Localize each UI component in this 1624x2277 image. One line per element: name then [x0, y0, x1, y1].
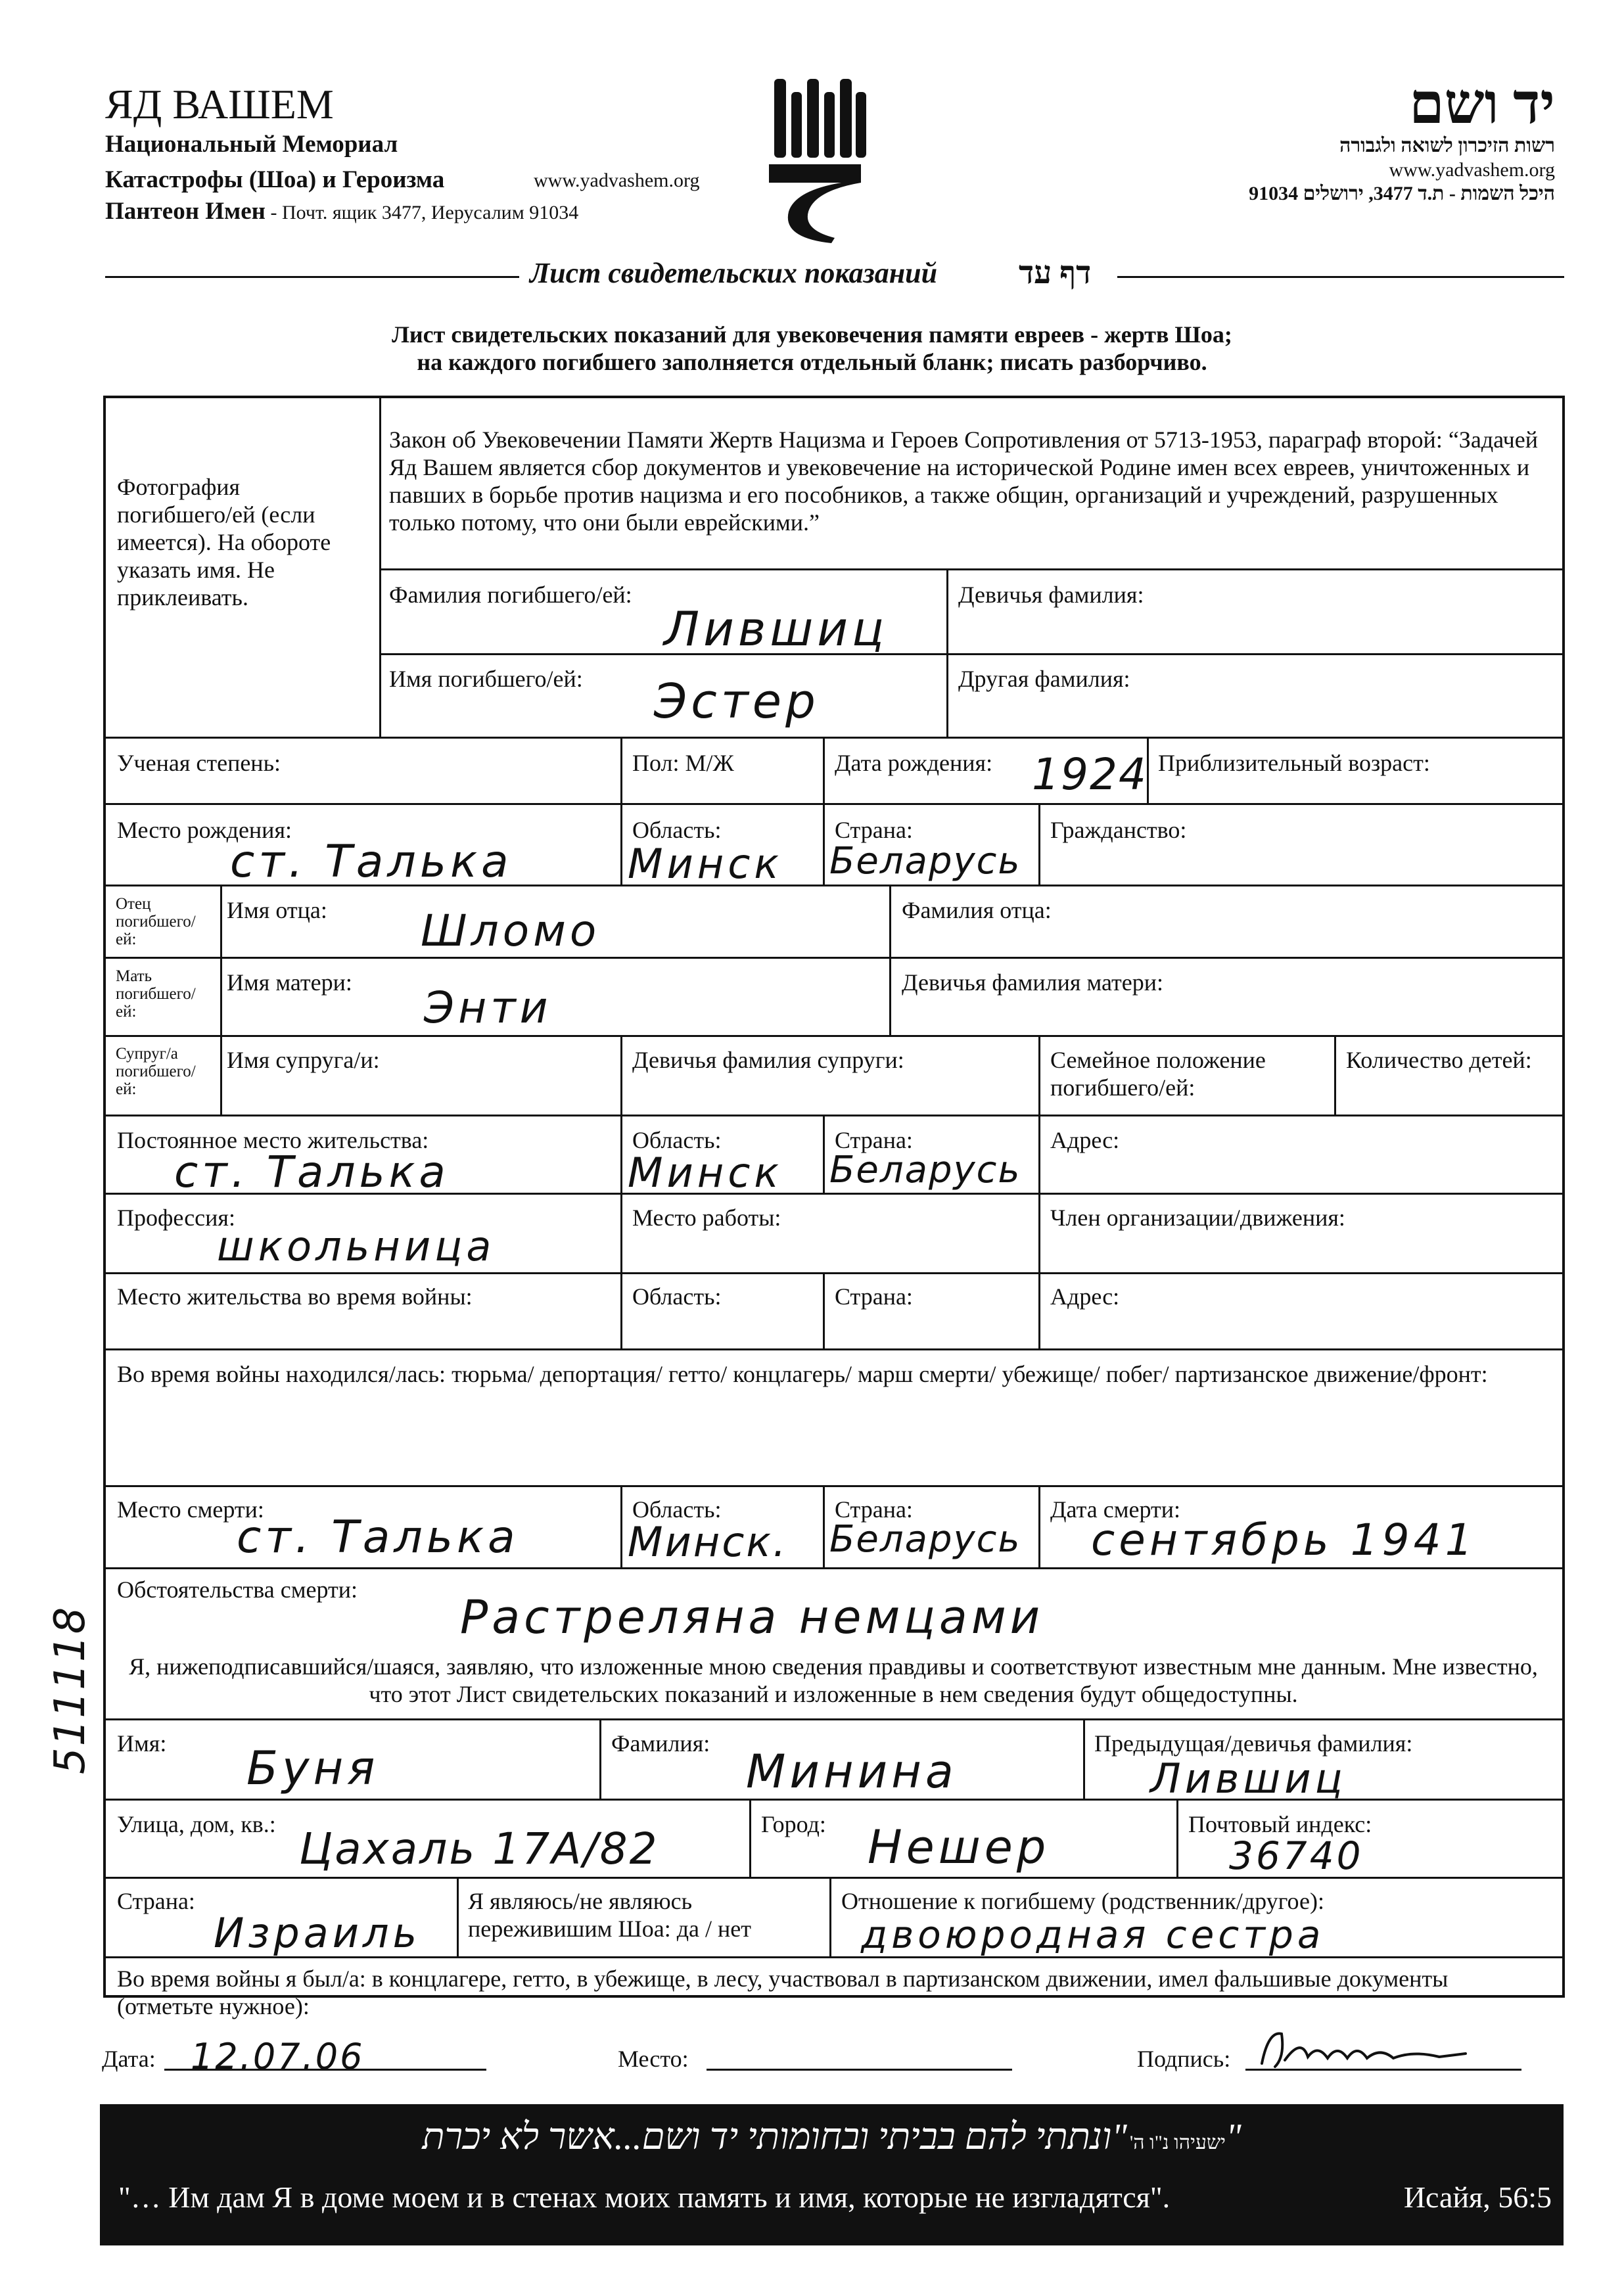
- rule: [103, 1272, 1565, 1274]
- sub-country-value: Израиль: [214, 1909, 421, 1957]
- degree-label: Ученая степень:: [117, 750, 281, 776]
- rule: [103, 1567, 1565, 1569]
- rule: [823, 1115, 825, 1193]
- rule: [1083, 1718, 1085, 1799]
- father-side-label: Отец погибшего/ ей:: [116, 895, 196, 948]
- rule: [889, 885, 891, 1036]
- submitter-name-value: Буня: [246, 1741, 379, 1795]
- rule: [1038, 803, 1040, 885]
- signature-label: Подпись:: [1137, 2046, 1231, 2072]
- children-count-label: Количество детей:: [1346, 1047, 1532, 1073]
- street-value: Цахаль 17А/82: [299, 1824, 659, 1874]
- death-country-label: Страна:: [835, 1496, 913, 1523]
- address-label: Адрес:: [1050, 1127, 1120, 1153]
- footer-hebrew: "ונתתי להם בביתי ובחומותי יד ושם...אשר לא יכרת": [422, 2117, 1241, 2157]
- rule: [1176, 1799, 1178, 1877]
- birth-region-label: Область:: [632, 817, 722, 843]
- profession-label: Профессия:: [117, 1205, 235, 1231]
- rule: [1038, 1115, 1040, 1348]
- death-circumstances-label: Обстоятельства смерти:: [117, 1576, 358, 1603]
- place-label: Место:: [618, 2046, 689, 2072]
- rule: [103, 803, 1565, 805]
- wartime-address-label: Адрес:: [1050, 1283, 1120, 1310]
- residence-region-label: Область:: [632, 1127, 722, 1153]
- title-rule-right: [1117, 276, 1564, 278]
- place-line: [707, 2069, 1012, 2071]
- yad-vashem-logo: [762, 66, 874, 243]
- spouse-maiden-label: Девичья фамилия супруги:: [632, 1047, 904, 1073]
- relation-label: Отношение к погибшему (родственник/другое):: [841, 1888, 1324, 1914]
- rule: [379, 653, 1564, 655]
- workplace-label: Место работы:: [632, 1205, 781, 1231]
- footer-hebrew-line: [100, 2116, 1564, 2158]
- birth-region-value: Минск: [628, 840, 783, 888]
- profession-value: школьница: [217, 1222, 496, 1270]
- wartime-residence-label: Место жительства во время войны:: [117, 1283, 473, 1310]
- residence-label: Постоянное место жительства:: [117, 1127, 429, 1153]
- first-name-label: Имя погибшего/ей:: [389, 666, 583, 692]
- title-rule-left: [105, 276, 519, 278]
- surname-label: Фамилия погибшего/ей:: [389, 582, 632, 608]
- war-where-label: Во время войны я был/а: в концлагере, гетто, в убежище, в лесу, участвовал в партизанском движении, имел фальшивые документы (отметьте нужное):: [117, 1966, 1449, 2019]
- father-name-label: Имя отца:: [227, 897, 327, 923]
- rule: [823, 803, 825, 885]
- org-name-ru: ЯД ВАШЕМ: [105, 81, 334, 127]
- he-line-3: היכל השמות - ת.ד 3477, ירושלים 91034: [1249, 183, 1555, 204]
- rule: [829, 1877, 831, 1956]
- father-surname-label: Фамилия отца:: [902, 897, 1052, 923]
- mother-name-label: Имя матери:: [227, 969, 352, 996]
- footer-banner: [100, 2104, 1564, 2245]
- death-region-value: Минск.: [628, 1518, 788, 1566]
- wartime-country-label: Страна:: [835, 1283, 913, 1310]
- he-website: www.yadvashem.org: [1389, 159, 1555, 181]
- death-place-label: Место смерти:: [117, 1496, 264, 1523]
- rule: [946, 568, 948, 737]
- rule: [620, 1485, 622, 1567]
- spouse-side-label: Супруг/а погибшего/ ей:: [116, 1045, 196, 1098]
- side-number: 511118: [46, 1605, 95, 1774]
- survivor-label: Я являюсь/не являюсь переживишим Шоа: да / нет: [468, 1888, 751, 1942]
- footer-hebrew-ref: ישעיהו נ"ו ה': [1129, 2132, 1226, 2153]
- residence-region-value: Минск: [628, 1149, 783, 1197]
- law-text: Закон об Увековечении Памяти Жертв Нацизма и Героев Сопротивления от 5713-1953, параграф второй: “Задачей Яд Вашем является сбор документов и увековечение на исторической Родине имен всех евреев, уничтоженных и павших в борьбе против нацизма и его пособников, а также общин, организаций и учреждений, разрушенных только потому, что они были еврейскими.”: [389, 426, 1539, 536]
- submitter-prev-value: Лившиц: [1150, 1755, 1347, 1803]
- footer-russian-ref: Исайя, 56:5: [1403, 2180, 1552, 2214]
- submitter-surname-label: Фамилия:: [611, 1730, 710, 1757]
- marital-status-label: Семейное положение погибшего/ей:: [1050, 1047, 1266, 1101]
- city-value: Нешер: [868, 1820, 1050, 1874]
- subtitle-2: на каждого погибшего заполняется отдельный бланк; писать разборчиво.: [417, 349, 1207, 375]
- maiden-label: Девичья фамилия:: [958, 582, 1144, 608]
- date-label: Дата:: [102, 2046, 156, 2072]
- city-label: Город:: [761, 1811, 826, 1837]
- rule: [823, 1272, 825, 1348]
- he-line-1: רשות הזיכרון לשואה ולגבורה: [1339, 135, 1555, 156]
- birth-place-value: ст. Талька: [230, 836, 513, 888]
- sub-country-label: Страна:: [117, 1888, 195, 1914]
- rule: [823, 1485, 825, 1567]
- org-name-he: יד ושם: [1409, 72, 1555, 135]
- death-date-value: сентябрь 1941: [1091, 1515, 1477, 1565]
- birth-date-value: 1924: [1032, 749, 1148, 800]
- rule: [103, 957, 1565, 959]
- rule: [103, 1115, 1565, 1116]
- death-place-value: ст. Талька: [237, 1511, 519, 1563]
- rule: [103, 1718, 1565, 1720]
- death-country-value: Беларусь: [829, 1518, 1021, 1561]
- rule: [1334, 1035, 1336, 1115]
- residence-country-value: Беларусь: [829, 1149, 1021, 1191]
- citizenship-label: Гражданство:: [1050, 817, 1187, 843]
- residence-value: ст. Талька: [174, 1147, 450, 1197]
- birth-place-label: Место рождения:: [117, 817, 292, 843]
- rule: [620, 1115, 622, 1348]
- membership-label: Член организации/движения:: [1050, 1205, 1345, 1231]
- subtitle-1: Лист свидетельских показаний для увековечения памяти евреев - жертв Шоа;: [392, 321, 1232, 348]
- photo-box: Фотография погибшего/ей (если имеется). На обороте указать имя. Не приклеивать.: [117, 474, 331, 610]
- surname-value: Лившиц: [664, 601, 889, 656]
- rule: [749, 1799, 751, 1877]
- sex-label: Пол: М/Ж: [632, 750, 734, 776]
- other-surname-label: Другая фамилия:: [958, 666, 1130, 692]
- form-title-he: דף עד: [1019, 256, 1092, 290]
- rule: [823, 737, 825, 803]
- street-label: Улица, дом, кв.:: [117, 1811, 276, 1837]
- approx-age-label: Приблизительный возраст:: [1158, 750, 1430, 776]
- mother-maiden-label: Девичья фамилия матери:: [902, 969, 1164, 996]
- rule: [1038, 1485, 1040, 1567]
- submitter-surname-value: Минина: [746, 1745, 958, 1799]
- rule: [1038, 1035, 1040, 1115]
- submitter-name-label: Имя:: [117, 1730, 167, 1757]
- postal-label: Почтовый индекс:: [1188, 1811, 1372, 1837]
- website: www.yadvashem.org: [534, 170, 700, 191]
- footer-russian: "… Им дам Я в доме моем и в стенах моих память и имя, которые не изгладятся".: [118, 2180, 1171, 2214]
- rule: [103, 1348, 1565, 1350]
- rule: [220, 885, 222, 1115]
- mother-name-value: Энти: [424, 982, 552, 1033]
- rule: [103, 1035, 1565, 1037]
- birth-country-label: Страна:: [835, 817, 913, 843]
- date-value: 12.07.06: [191, 2036, 365, 2077]
- form-title: Лист свидетельских показаний: [530, 257, 938, 289]
- org-line-2: Катастрофы (Шоа) и Героизма: [105, 166, 445, 193]
- relation-value: двоюродная сестра: [861, 1912, 1325, 1957]
- death-date-label: Дата смерти:: [1050, 1496, 1181, 1523]
- rule: [599, 1718, 601, 1799]
- org-line-1: Национальный Мемориал: [105, 131, 398, 158]
- birth-date-label: Дата рождения:: [835, 750, 993, 776]
- birth-country-value: Беларусь: [829, 840, 1021, 883]
- spouse-name-label: Имя супруга/и:: [227, 1047, 380, 1073]
- org-line-3: Пантеон Имен - Почт. ящик 3477, Иерусалим 91034: [105, 198, 579, 225]
- submitter-prev-label: Предыдущая/девичья фамилия:: [1094, 1730, 1413, 1757]
- father-name-value: Шломо: [421, 906, 601, 956]
- rule: [620, 737, 622, 803]
- wartime-status-label: Во время войны находился/лась: тюрьма/ депортация/ гетто/ концлагерь/ марш смерти/ убежище/ побег/ партизанское движение/фронт:: [117, 1361, 1488, 1387]
- mother-side-label: Мать погибшего/ ей:: [116, 967, 196, 1021]
- signature-scribble: [1255, 2024, 1472, 2077]
- rule: [103, 1485, 1565, 1487]
- rule: [620, 1035, 622, 1115]
- postal-value: 36740: [1229, 1833, 1364, 1878]
- first-name-value: Эстер: [654, 674, 820, 729]
- rule: [103, 737, 1565, 739]
- wartime-region-label: Область:: [632, 1283, 722, 1310]
- declaration-text: Я, нижеподписавшийся/шаяся, заявляю, что изложенные мною сведения правдивы и соответствуют известным мне данным. Мне известно, что этот Лист свидетельских показаний и изложенные в нем сведения будут общедоступны.: [129, 1653, 1538, 1707]
- rule: [379, 568, 1564, 570]
- rule: [379, 396, 381, 737]
- death-circumstances-value: Растреляна немцами: [460, 1590, 1044, 1644]
- residence-country-label: Страна:: [835, 1127, 913, 1153]
- rule: [620, 803, 622, 885]
- death-region-label: Область:: [632, 1496, 722, 1523]
- rule: [457, 1877, 459, 1956]
